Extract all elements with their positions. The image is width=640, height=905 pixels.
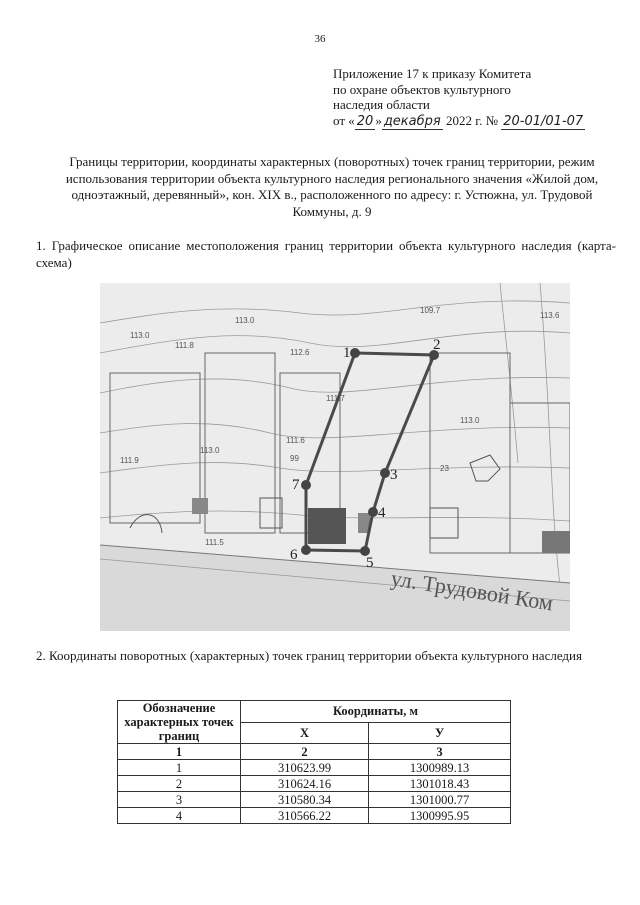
col-number: 1 [118,744,241,760]
cell-x: 310580.34 [241,792,369,808]
date-month: декабря [383,113,441,129]
site-map [100,283,570,631]
date-prefix: от « [333,112,355,128]
coordinates-table [117,700,511,824]
street-label: ул. Трудовой Ком [389,565,555,616]
point-label-1: 1 [343,345,351,361]
header-designation: Обозначение характерных точек границ [118,701,241,744]
point-label-4: 4 [378,505,386,521]
boundary-point-4 [368,507,378,517]
document-title: Границы территории, координаты характерных (поворотных) точек границ территории, режим использования территории объекта культурного наследия регионального значения «Жилой дом, одноэтажный, деревянный», кон. XIX в., расположенного по адресу: г. Устюжна, ул. Трудовой Коммуны, д. 9 [65,154,599,219]
point-label-6: 6 [290,547,298,563]
cell-x: 310624.16 [241,776,369,792]
table-row [118,792,511,808]
table-numbering-row [118,744,511,760]
elevation-label: 111.9 [120,456,139,465]
header-coordinates: Координаты, м [241,701,511,723]
boundary-point-7 [301,480,311,490]
annex-header [333,66,585,129]
elevation-label: 112.6 [290,348,310,357]
elevation-label: 111.7 [326,394,345,403]
house-number-99: 99 [290,454,299,463]
section-1-heading: 1. Графическое описание местоположения границ территории объекта культурного наследия (карта-схема) [36,238,616,270]
cell-y: 1301018.43 [369,776,511,792]
annex-line-2: по охране объектов культурного [333,81,511,97]
cell-point: 1 [118,760,241,776]
header-x: X [241,722,369,744]
elevation-label: 111.5 [205,538,224,547]
cell-y: 1301000.77 [369,792,511,808]
point-label-7: 7 [292,477,300,493]
table-header-row [118,701,511,723]
page-number: 36 [314,33,326,45]
col-number: 3 [369,744,511,760]
cell-y: 1300995.95 [369,808,511,824]
house-number-23: 23 [440,464,449,473]
elevation-label: 113.6 [540,311,560,320]
table-row [118,776,511,792]
elevation-label: 113.0 [460,416,480,425]
cell-x: 310623.99 [241,760,369,776]
elevation-label: 111.6 [286,436,305,445]
date-day: 20 [356,113,374,129]
elevation-label: 109.7 [420,306,441,315]
table-row [118,808,511,824]
elevation-label: 111.8 [175,341,194,350]
date-quote-close: » [375,112,382,128]
date-year: 2022 г. № [445,112,498,128]
point-label-2: 2 [433,337,441,353]
cell-y: 1300989.13 [369,760,511,776]
boundary-point-6 [301,545,311,555]
cell-point: 2 [118,776,241,792]
cell-point: 4 [118,808,241,824]
boundary-point-1 [350,348,360,358]
annex-line-1: Приложение 17 к приказу Комитета [333,66,532,81]
cell-point: 3 [118,792,241,808]
table-row [118,760,511,776]
point-label-5: 5 [366,555,374,571]
elevation-label: 113.0 [200,446,220,455]
boundary-point-3 [380,468,390,478]
elevation-label: 113.0 [130,331,150,340]
col-number: 2 [241,744,369,760]
annex-date-line [333,113,585,130]
elevation-label: 113.0 [235,316,255,325]
point-label-3: 3 [390,467,398,483]
cell-x: 310566.22 [241,808,369,824]
section-2-heading: 2. Координаты поворотных (характерных) точек границ территории объекта культурного наследия [36,648,582,663]
order-number: 20-01/01-07 [503,113,584,129]
header-y: У [369,722,511,744]
annex-line-3: наследия области [333,97,430,112]
